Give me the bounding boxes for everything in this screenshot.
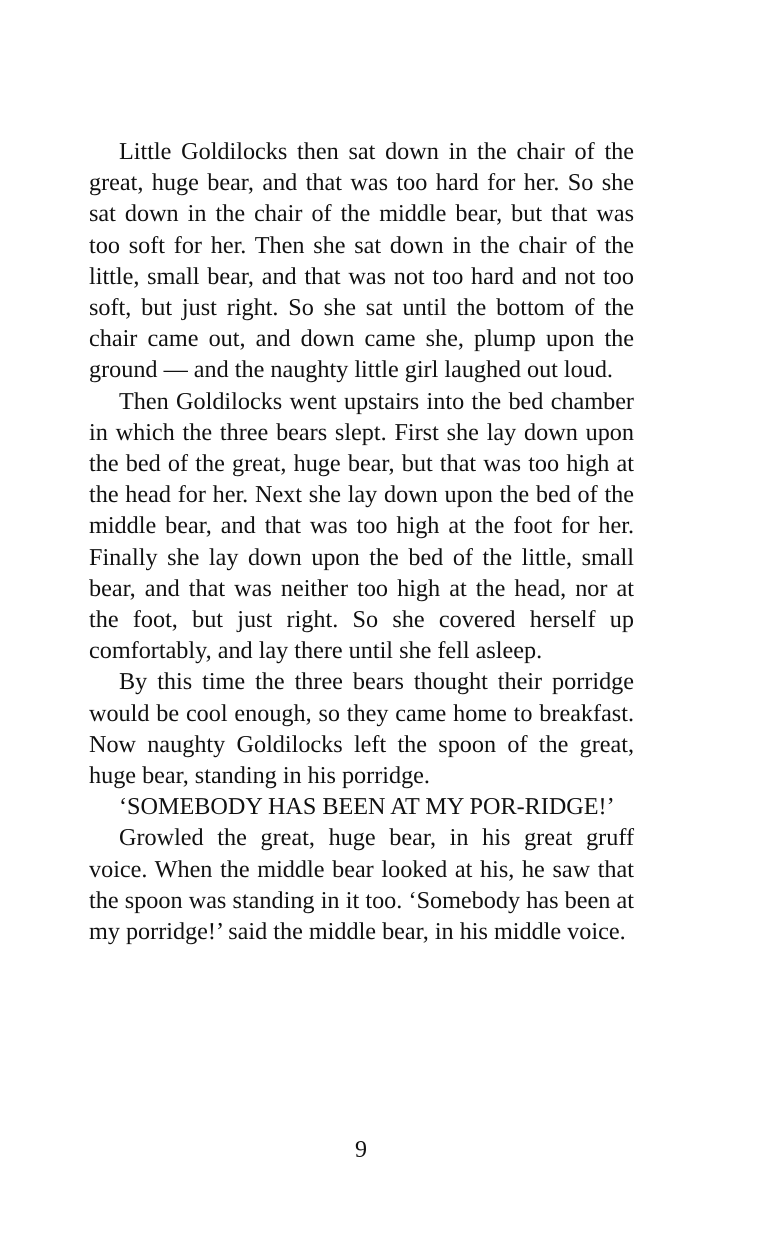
paragraph-goldilocks-chairs: Little Goldilocks then sat down in the chair of the great, huge bear, and that was too hard for her. So she sat down in the chair of the middle bear, but that was too soft for her. Then she sat down in the chair of the little, small bear, and that was not too hard and not too soft, but just right. So she sat until the bottom of the chair came out, and down came she, plump upon the ground — and the naughty little girl laughed out loud. — [89, 138, 634, 384]
paragraph-middle-bear: Growled the great, huge bear, in his great gruff voice. When the middle bear looked at his, he saw that the spoon was standing in it too. ‘Somebody has been at my porridge!’ said the middle bear, in his middle voice. — [89, 824, 634, 946]
paragraph-somebody-porridge: ‘SOMEBODY HAS BEEN AT MY POR-RIDGE!’ — [119, 793, 615, 821]
page-body — [89, 136, 634, 947]
paragraph-bears-return: By this time the three bears thought their porridge would be cool enough, so they came home to breakfast. Now naughty Goldilocks left the spoon of the great, huge bear, standing in his porridge. — [89, 668, 634, 790]
page-number: 9 — [355, 1137, 367, 1163]
paragraph-goldilocks-beds: Then Goldilocks went upstairs into the bed chamber in which the three bears slept. First she lay down upon the bed of the great, huge bear, but that was too high at the head for her. Next she lay down upon the bed of the middle bear, and that was too high at the foot for her. Finally she lay down upon the bed of the little, small bear, and that was neither too high at the head, nor at the foot, but just right. So she covered herself up comfortably, and lay there until she fell asleep. — [89, 387, 634, 665]
